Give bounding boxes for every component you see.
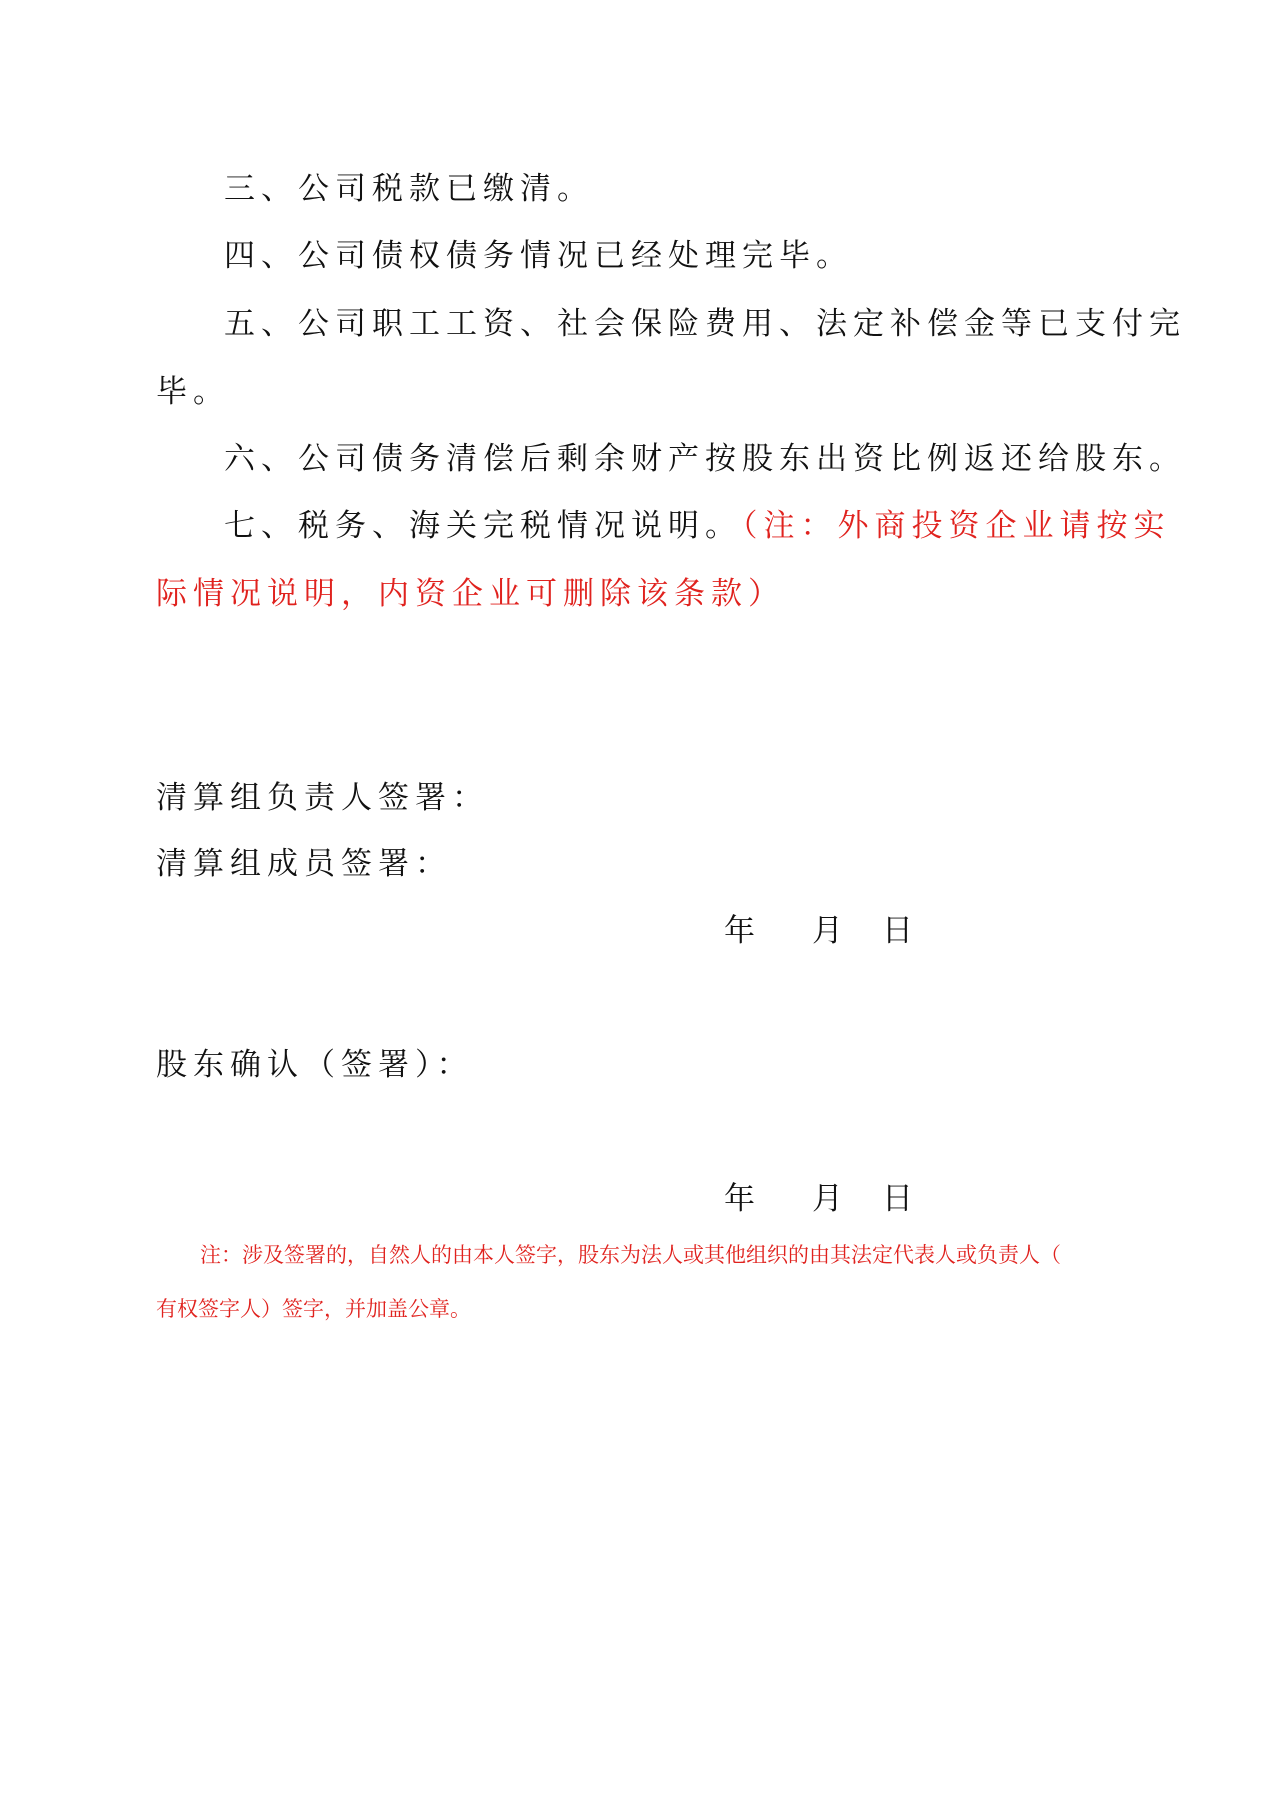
clause-3: 三、公司税款已缴清。 (224, 171, 594, 207)
clause-5-line2: 毕。 (156, 374, 230, 410)
clause-5-line1: 五、公司职工工资、社会保险费用、法定补偿金等已支付完 (224, 306, 1186, 342)
date-month-1: 月 (812, 913, 843, 949)
date-month-2: 月 (812, 1181, 843, 1217)
clause-7-text: 七、税务、海关完税情况说明。 (224, 508, 742, 544)
clause-7-line1 (224, 504, 1192, 548)
footnote-line2: 有权签字人）签字，并加盖公章。 (156, 1297, 471, 1321)
date-day-1: 日 (882, 913, 913, 949)
clause-7-note-line2: 际情况说明，内资企业可删除该条款） (156, 576, 785, 612)
shareholder-signature-label: 股东确认（签署）： (156, 1047, 474, 1083)
clause-4: 四、公司债权债务情况已经处理完毕。 (224, 238, 853, 274)
clause-7-note-start: （注：外商投资企业请按实 (742, 508, 1171, 544)
date-year-2: 年 (724, 1181, 755, 1217)
members-signature-label: 清算组成员签署： (156, 846, 452, 882)
footnote-line1: 注：涉及签署的，自然人的由本人签字，股东为法人或其他组织的由其法定代表人或负责人（ (200, 1243, 1061, 1267)
leader-signature-label: 清算组负责人签署： (156, 780, 489, 816)
clause-6: 六、公司债务清偿后剩余财产按股东出资比例返还给股东。 (224, 441, 1186, 477)
date-day-2: 日 (882, 1181, 913, 1217)
date-year-1: 年 (724, 913, 755, 949)
